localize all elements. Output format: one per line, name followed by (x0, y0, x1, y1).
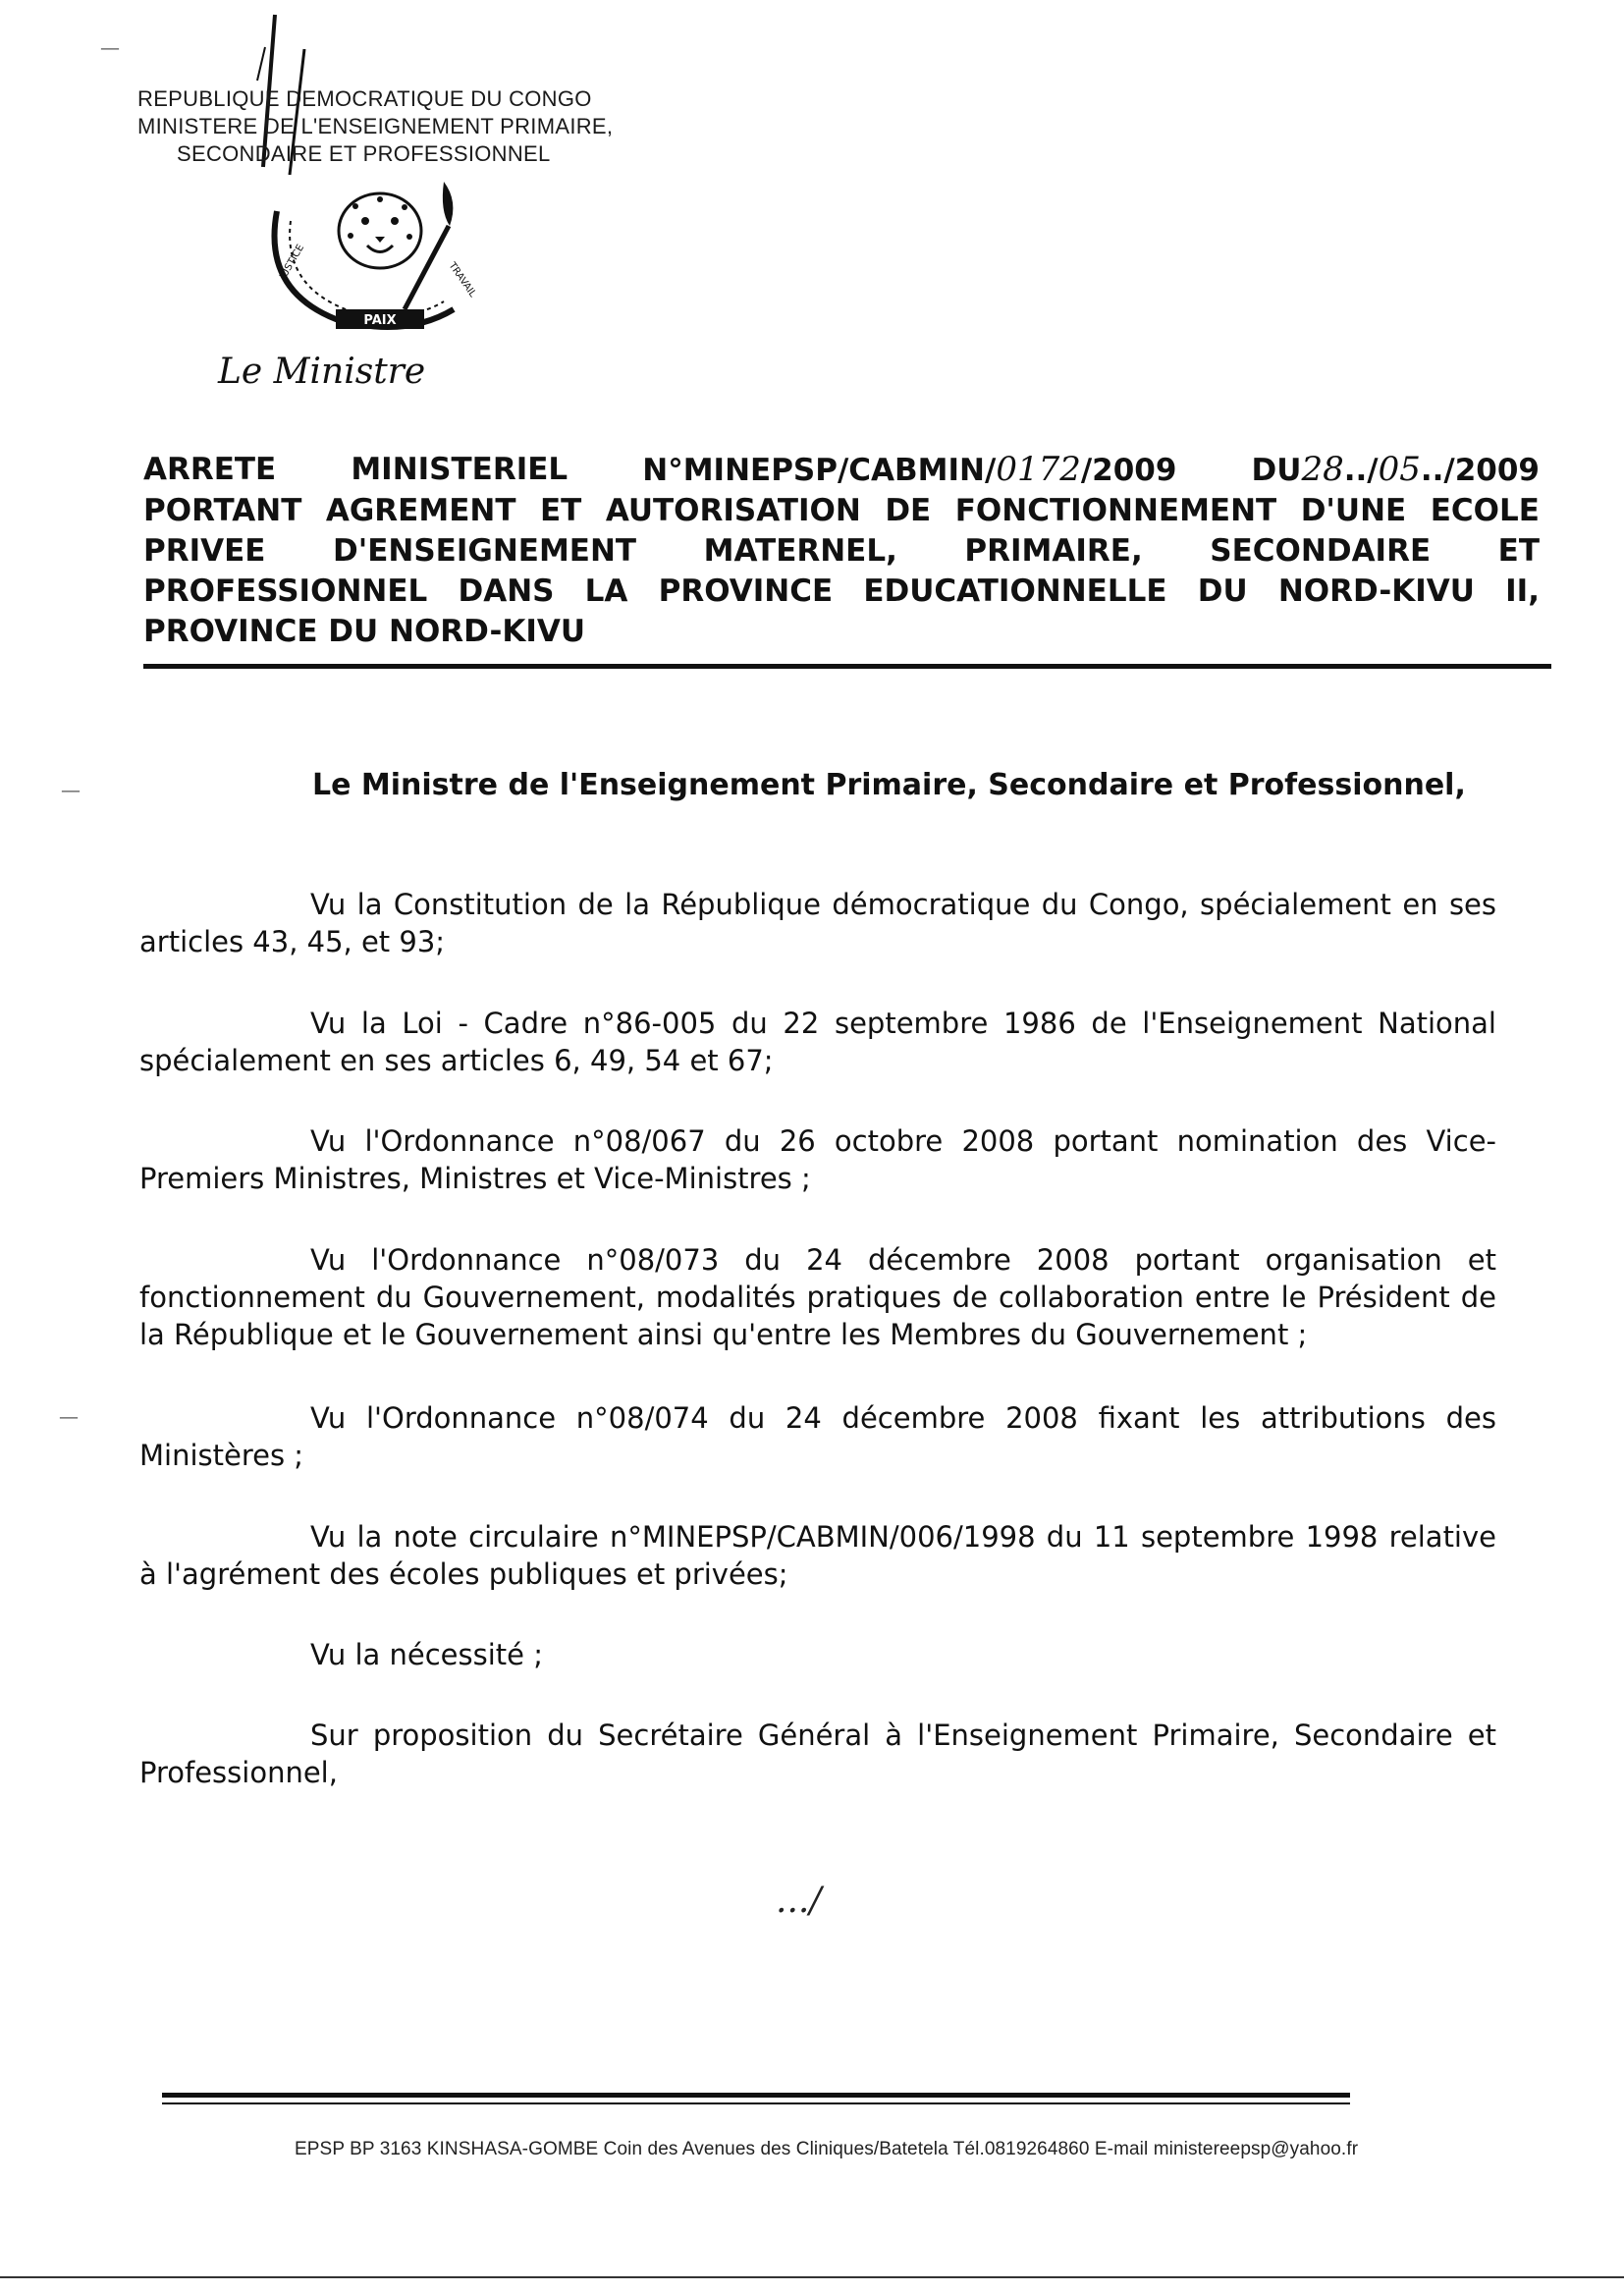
preamble-paragraph (139, 1717, 1496, 1791)
title-word: NORD-KIVU (1277, 573, 1475, 609)
handwritten-day: 28 (1301, 450, 1344, 489)
header-republic: REPUBLIQUE DEMOCRATIQUE DU CONGO (137, 86, 592, 111)
minister-heading: Le Ministre de l'Enseignement Primaire, Secondaire et Professionnel, (312, 768, 1466, 802)
title-word: PROFESSIONNEL (143, 573, 428, 609)
title-word: PRIMAIRE, (964, 533, 1143, 569)
title-row-4 (143, 572, 1540, 612)
preamble-paragraph (139, 1005, 1496, 1079)
title-word: D'ENSEIGNEMENT (333, 533, 637, 569)
title-word: DANS (458, 573, 555, 609)
title-word: PROVINCE (658, 573, 834, 609)
title-word: AUTORISATION (605, 493, 861, 528)
title-word: SECONDAIRE (1210, 533, 1432, 569)
title-word: MINISTERIEL (351, 452, 568, 487)
paragraph-text: Vu la note circulaire n°MINEPSP/CABMIN/006/1998 du 11 septembre 1998 relative à l'agrément des écoles publiques et privées; (139, 1520, 1496, 1591)
page-continuation-mark: .../ (776, 1881, 822, 1921)
preamble-paragraph (139, 1399, 1496, 1474)
title-row-3 (143, 531, 1540, 572)
title-word: ET (539, 493, 582, 528)
footer-contact: EPSP BP 3163 KINSHASA-GOMBE Coin des Avenues des Cliniques/Batetela Tél.0819264860 E-mail ministereepsp@yahoo.fr (295, 2139, 1359, 2159)
date-prefix: DU (1251, 453, 1302, 488)
svg-text:PAIX: PAIX (363, 313, 397, 328)
date-suffix: ../2009 (1420, 453, 1540, 488)
preamble-paragraph (139, 886, 1496, 960)
title-word: D'UNE (1300, 493, 1407, 528)
title-word: ECOLE (1430, 493, 1540, 528)
handwritten-number: 0172 (996, 450, 1081, 489)
title-word: DE (885, 493, 932, 528)
title-word: ET (1497, 533, 1540, 569)
scan-edge-line (0, 2276, 1624, 2278)
title-word: DU (1197, 573, 1248, 609)
date-sep: ../ (1343, 453, 1379, 488)
handwritten-month: 05 (1378, 450, 1421, 489)
title-word: MATERNEL, (703, 533, 897, 569)
scan-mark: — (61, 778, 81, 801)
ref-prefix: N°MINEPSP/CABMIN/ (642, 453, 997, 488)
ref-suffix: /2009 (1080, 453, 1177, 488)
paragraph-text: Vu la Loi - Cadre n°86-005 du 22 septembre 1986 de l'Enseignement National spécialement en ses articles 6, 49, 54 et 67; (139, 1007, 1496, 1077)
minister-signature-title: Le Ministre (218, 352, 426, 392)
decree-title (143, 450, 1540, 652)
svg-text:JUSTICE: JUSTICE (278, 243, 307, 282)
header-ministry-cont: SECONDAIRE ET PROFESSIONNEL (177, 141, 551, 166)
footer-divider (162, 2102, 1350, 2104)
title-word: LA (584, 573, 628, 609)
preamble-paragraph (139, 1241, 1496, 1353)
footer-divider (162, 2093, 1350, 2098)
paragraph-text: Vu l'Ordonnance n°08/067 du 26 octobre 2008 portant nomination des Vice-Premiers Ministres, Ministres et Vice-Ministres ; (139, 1124, 1496, 1195)
title-word: FONCTIONNEMENT (954, 493, 1277, 528)
paragraph-text: Vu l'Ordonnance n°08/073 du 24 décembre 2008 portant organisation et fonctionnement du Gouvernement, modalités pratiques de collaboration entre le Président de la République et le Gouvernement ainsi qu'entre les Membres du Gouvernement ; (139, 1243, 1496, 1351)
national-emblem-icon (257, 172, 508, 334)
paragraph-text: Vu l'Ordonnance n°08/074 du 24 décembre 2008 fixant les attributions des Ministères ; (139, 1401, 1496, 1472)
header-ministry: MINISTERE DE L'ENSEIGNEMENT PRIMAIRE, (137, 114, 614, 138)
preamble-paragraph (139, 1518, 1496, 1593)
title-word: II, (1505, 573, 1540, 609)
svg-text:TRAVAIL: TRAVAIL (446, 260, 478, 300)
paragraph-text: Vu la Constitution de la République démocratique du Congo, spécialement en ses articles 43, 45, et 93; (139, 888, 1496, 958)
title-row-1 (143, 450, 1540, 491)
title-divider (143, 664, 1551, 669)
title-word: PORTANT (143, 493, 302, 528)
paragraph-text: Sur proposition du Secrétaire Général à l'Enseignement Primaire, Secondaire et Professionnel, (139, 1719, 1496, 1789)
preamble-paragraph (139, 1636, 1496, 1673)
title-word: PROVINCE DU NORD-KIVU (143, 614, 586, 649)
title-word: PRIVEE (143, 533, 266, 569)
paragraph-text: Vu la nécessité ; (310, 1638, 543, 1671)
scan-mark: — (59, 1404, 79, 1428)
decree-date (1252, 450, 1540, 491)
title-row-5 (143, 612, 1540, 652)
title-word: ARRETE (143, 452, 277, 487)
title-row-2 (143, 491, 1540, 531)
title-word: AGREMENT (325, 493, 516, 528)
title-word: EDUCATIONNELLE (863, 573, 1167, 609)
scan-mark: — (100, 35, 120, 59)
decree-reference (642, 450, 1176, 491)
preamble-paragraph (139, 1122, 1496, 1197)
